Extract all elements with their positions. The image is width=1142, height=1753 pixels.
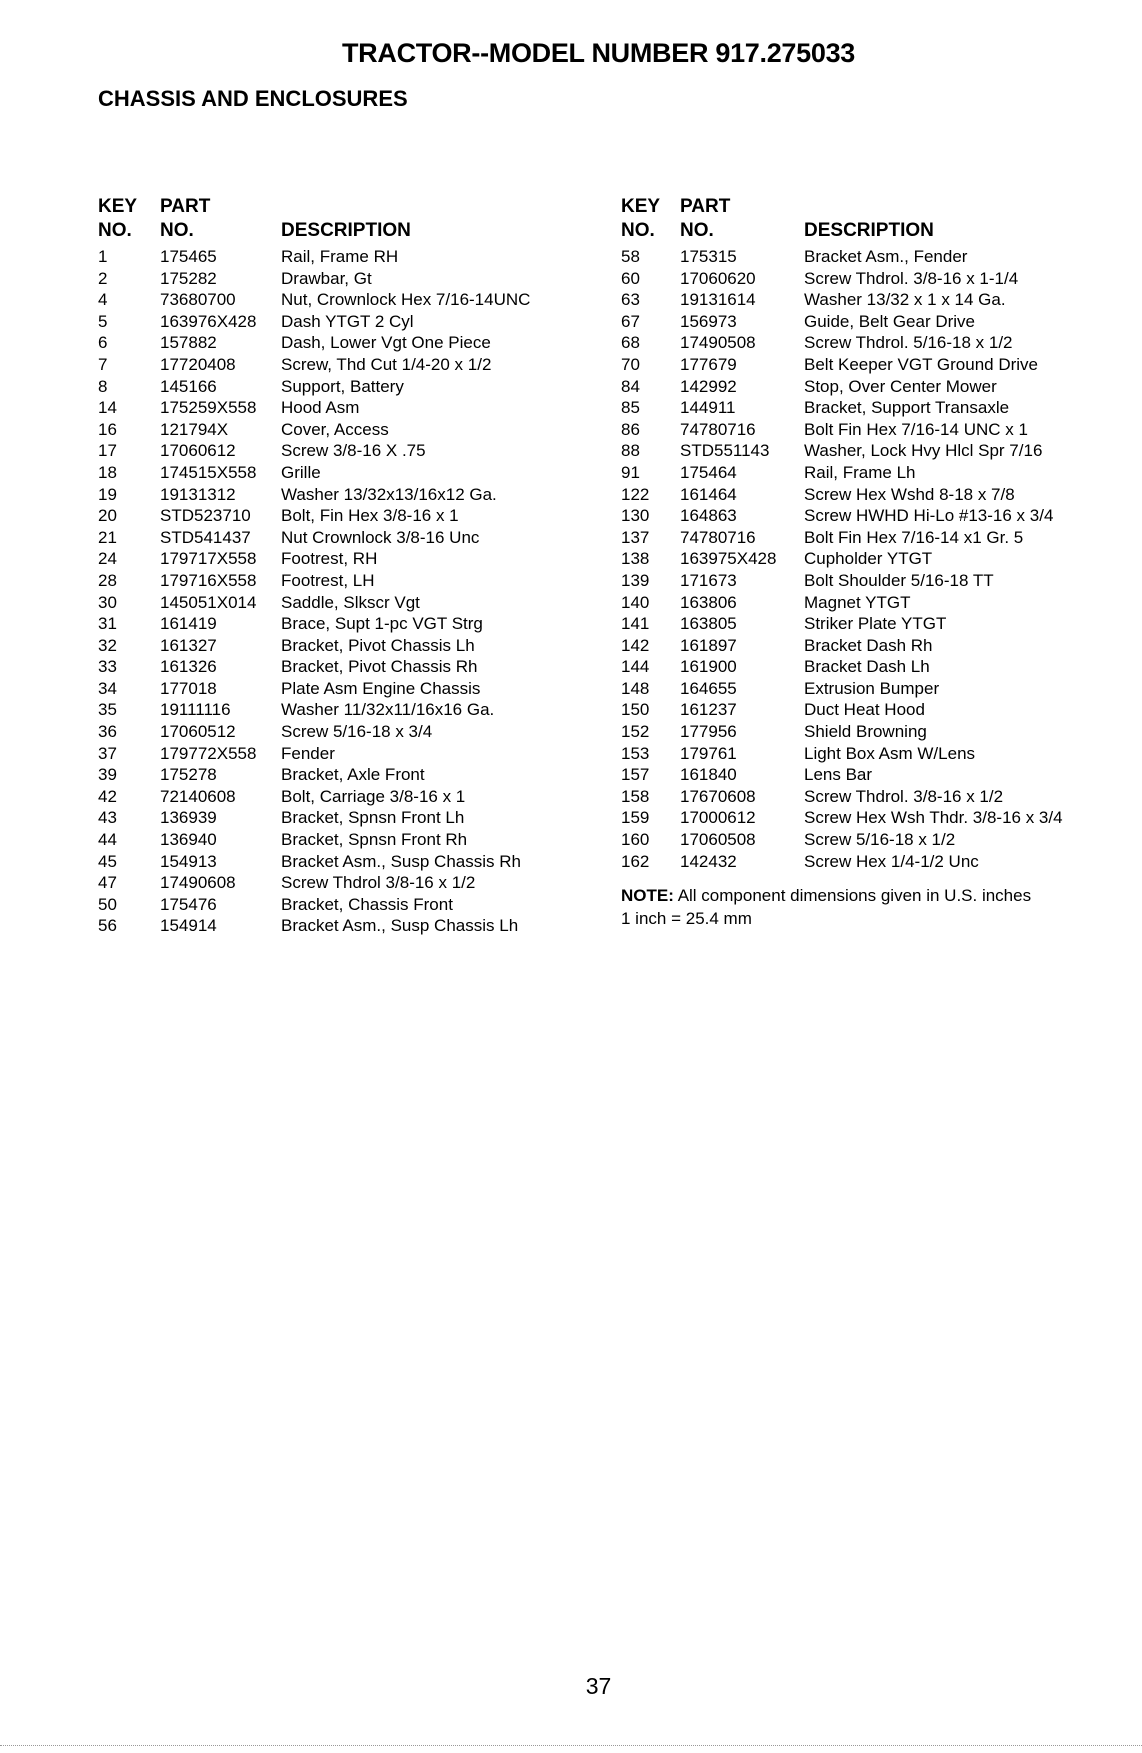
key-number: 24 xyxy=(98,549,117,569)
part-description: Stop, Over Center Mower xyxy=(804,376,997,396)
part-description: Light Box Asm W/Lens xyxy=(804,743,976,763)
part-number: 157882 xyxy=(160,333,217,353)
key-number: 142 xyxy=(621,635,650,655)
table-row xyxy=(98,484,578,506)
table-row xyxy=(621,505,1121,527)
key-number: 7 xyxy=(98,354,108,374)
key-number: 86 xyxy=(621,419,640,439)
part-number: 74780716 xyxy=(680,419,756,439)
key-number: 70 xyxy=(621,354,640,374)
part-description: Footrest, RH xyxy=(281,549,378,569)
part-description: Cupholder YTGT xyxy=(804,549,933,569)
table-row xyxy=(98,311,578,333)
part-number: 164863 xyxy=(680,506,737,526)
key-number: 157 xyxy=(621,765,650,785)
key-number: 32 xyxy=(98,635,117,655)
table-row xyxy=(98,829,578,851)
part-number: 154913 xyxy=(160,851,217,871)
key-number: 43 xyxy=(98,808,117,828)
table-row xyxy=(621,656,1121,678)
part-description: Nut, Crownlock Hex 7/16-14UNC xyxy=(281,290,531,310)
part-number: 17060512 xyxy=(160,722,236,742)
part-number: 161237 xyxy=(680,700,737,720)
part-number: 163805 xyxy=(680,614,737,634)
part-number: 161900 xyxy=(680,657,737,677)
section-title: CHASSIS AND ENCLOSURES xyxy=(98,86,408,111)
part-description: Bracket, Chassis Front xyxy=(281,894,453,914)
table-row xyxy=(98,743,578,765)
part-number: 161897 xyxy=(680,635,737,655)
note-conversion: 1 inch = 25.4 mm xyxy=(621,909,752,929)
key-number: 122 xyxy=(621,484,650,504)
part-description: Bracket, Spnsn Front Lh xyxy=(281,808,465,828)
table-row xyxy=(621,268,1121,290)
part-description: Footrest, LH xyxy=(281,570,375,590)
part-number: 145051X014 xyxy=(160,592,257,612)
part-description: Screw Hex 1/4-1/2 Unc xyxy=(804,851,979,871)
part-number: STD541437 xyxy=(160,527,251,547)
table-row xyxy=(621,743,1121,765)
table-row xyxy=(98,462,578,484)
table-row xyxy=(98,851,578,873)
part-description: Grille xyxy=(281,462,321,482)
table-row xyxy=(98,786,578,808)
table-row xyxy=(98,635,578,657)
table-row xyxy=(98,678,578,700)
part-description: Hood Asm xyxy=(281,398,360,418)
table-header xyxy=(98,196,578,246)
table-row xyxy=(98,807,578,829)
table-row xyxy=(621,548,1121,570)
key-number: 67 xyxy=(621,311,640,331)
table-row xyxy=(621,570,1121,592)
part-number: 142992 xyxy=(680,376,737,396)
part-description: Screw 5/16-18 x 1/2 xyxy=(804,830,956,850)
page-number: 37 xyxy=(585,1673,612,1699)
parts-table-left xyxy=(98,196,578,937)
table-row xyxy=(621,376,1121,398)
table-row xyxy=(621,851,1121,873)
key-number: 5 xyxy=(98,311,108,331)
part-number: 17490508 xyxy=(680,333,756,353)
table-row xyxy=(98,721,578,743)
part-number: 175282 xyxy=(160,268,217,288)
part-description: Belt Keeper VGT Ground Drive xyxy=(804,354,1039,374)
key-number: 4 xyxy=(98,290,108,310)
table-row xyxy=(621,332,1121,354)
part-description: Washer 11/32x11/16x16 Ga. xyxy=(281,700,495,720)
table-row xyxy=(98,376,578,398)
header-key-line2: NO. xyxy=(98,220,132,241)
key-number: 31 xyxy=(98,614,117,634)
part-number: 179772X558 xyxy=(160,743,257,763)
key-number: 88 xyxy=(621,441,640,461)
key-number: 18 xyxy=(98,462,117,482)
part-number: 161840 xyxy=(680,765,737,785)
bottom-edge-rule xyxy=(0,1745,1142,1746)
table-row xyxy=(621,829,1121,851)
header-description: DESCRIPTION xyxy=(281,220,411,241)
table-row xyxy=(98,872,578,894)
header-part-line2: NO. xyxy=(680,220,714,241)
key-number: 34 xyxy=(98,678,117,698)
part-description: Striker Plate YTGT xyxy=(804,614,947,634)
key-number: 2 xyxy=(98,268,108,288)
part-description: Bracket, Axle Front xyxy=(281,765,425,785)
key-number: 28 xyxy=(98,570,117,590)
table-row xyxy=(621,419,1121,441)
key-number: 42 xyxy=(98,786,117,806)
part-number: 72140608 xyxy=(160,786,236,806)
key-number: 140 xyxy=(621,592,650,612)
part-number: 179717X558 xyxy=(160,549,257,569)
part-description: Rail, Frame Lh xyxy=(804,462,916,482)
key-number: 56 xyxy=(98,916,117,936)
part-number: 163975X428 xyxy=(680,549,777,569)
part-number: STD523710 xyxy=(160,506,251,526)
table-row xyxy=(621,592,1121,614)
part-number: 136940 xyxy=(160,830,217,850)
table-row xyxy=(98,915,578,937)
table-row xyxy=(98,894,578,916)
table-row xyxy=(98,764,578,786)
part-number: 154914 xyxy=(160,916,217,936)
key-number: 91 xyxy=(621,462,640,482)
table-row xyxy=(621,397,1121,419)
part-number: 163806 xyxy=(680,592,737,612)
header-part-line1: PART xyxy=(680,196,731,217)
table-row xyxy=(621,527,1121,549)
table-row xyxy=(621,807,1121,829)
dimension-note xyxy=(621,884,1121,930)
table-row xyxy=(621,289,1121,311)
key-number: 148 xyxy=(621,678,650,698)
part-description: Bracket Dash Lh xyxy=(804,657,930,677)
part-description: Fender xyxy=(281,743,335,763)
key-number: 68 xyxy=(621,333,640,353)
part-number: 177679 xyxy=(680,354,737,374)
parts-table-right xyxy=(621,196,1121,930)
key-number: 47 xyxy=(98,873,117,893)
key-number: 37 xyxy=(98,743,117,763)
part-description: Bolt Fin Hex 7/16-14 UNC x 1 xyxy=(804,419,1028,439)
part-description: Screw Thdrol 3/8-16 x 1/2 xyxy=(281,873,476,893)
header-key-line2: NO. xyxy=(621,220,655,241)
key-number: 30 xyxy=(98,592,117,612)
part-description: Bracket, Pivot Chassis Lh xyxy=(281,635,475,655)
part-number: 175464 xyxy=(680,462,737,482)
part-description: Bracket, Spnsn Front Rh xyxy=(281,830,468,850)
table-row xyxy=(98,246,578,268)
header-part-line2: NO. xyxy=(160,220,194,241)
key-number: 8 xyxy=(98,376,108,396)
part-number: 73680700 xyxy=(160,290,236,310)
part-description: Bracket Asm., Susp Chassis Rh xyxy=(281,851,521,871)
header-key-line1: KEY xyxy=(621,196,661,217)
key-number: 17 xyxy=(98,441,117,461)
table-row xyxy=(621,678,1121,700)
page-title: TRACTOR--MODEL NUMBER 917.275033 xyxy=(341,38,856,68)
key-number: 150 xyxy=(621,700,650,720)
table-row xyxy=(98,527,578,549)
part-description: Drawbar, Gt xyxy=(281,268,372,288)
parts-list-left xyxy=(98,246,578,937)
part-description: Bracket, Support Transaxle xyxy=(804,398,1010,418)
key-number: 1 xyxy=(98,247,108,266)
part-number: 17670608 xyxy=(680,786,756,806)
table-row xyxy=(621,440,1121,462)
part-number: 17060620 xyxy=(680,268,756,288)
part-number: 17720408 xyxy=(160,354,236,374)
table-row xyxy=(98,289,578,311)
part-number: 175315 xyxy=(680,247,737,266)
table-row xyxy=(621,764,1121,786)
part-description: Washer 13/32 x 1 x 14 Ga. xyxy=(804,290,1006,310)
part-number: 142432 xyxy=(680,851,737,871)
table-row xyxy=(621,311,1121,333)
key-number: 16 xyxy=(98,419,117,439)
part-description: Screw Thdrol. 3/8-16 x 1-1/4 xyxy=(804,268,1019,288)
part-description: Dash YTGT 2 Cyl xyxy=(281,311,414,331)
part-number: 74780716 xyxy=(680,527,756,547)
part-number: 19131614 xyxy=(680,290,756,310)
part-number: 145166 xyxy=(160,376,217,396)
part-description: Dash, Lower Vgt One Piece xyxy=(281,333,491,353)
key-number: 158 xyxy=(621,786,650,806)
key-number: 21 xyxy=(98,527,117,547)
part-number: 17060612 xyxy=(160,441,236,461)
table-row xyxy=(621,354,1121,376)
part-description: Bolt, Fin Hex 3/8-16 x 1 xyxy=(281,506,459,526)
table-row xyxy=(621,246,1121,268)
part-description: Washer, Lock Hvy Hlcl Spr 7/16 xyxy=(804,441,1043,461)
table-row xyxy=(98,613,578,635)
key-number: 159 xyxy=(621,808,650,828)
table-row xyxy=(98,268,578,290)
key-number: 39 xyxy=(98,765,117,785)
key-number: 6 xyxy=(98,333,108,353)
table-row xyxy=(98,397,578,419)
key-number: 141 xyxy=(621,614,650,634)
part-description: Screw Hex Wshd 8-18 x 7/8 xyxy=(804,484,1015,504)
table-row xyxy=(621,484,1121,506)
part-description: Extrusion Bumper xyxy=(804,678,940,698)
part-number: STD551143 xyxy=(680,441,770,461)
key-number: 58 xyxy=(621,247,640,266)
key-number: 36 xyxy=(98,722,117,742)
key-number: 33 xyxy=(98,657,117,677)
part-number: 19111116 xyxy=(160,700,231,720)
table-row xyxy=(98,419,578,441)
key-number: 44 xyxy=(98,830,117,850)
part-description: Duct Heat Hood xyxy=(804,700,925,720)
part-description: Screw 3/8-16 X .75 xyxy=(281,441,426,461)
key-number: 19 xyxy=(98,484,117,504)
key-number: 85 xyxy=(621,398,640,418)
part-description: Bracket Asm., Susp Chassis Lh xyxy=(281,916,519,936)
part-number: 177956 xyxy=(680,722,737,742)
part-description: Plate Asm Engine Chassis xyxy=(281,678,481,698)
part-description: Cover, Access xyxy=(281,419,389,439)
key-number: 130 xyxy=(621,506,650,526)
table-row xyxy=(621,786,1121,808)
part-description: Bracket Dash Rh xyxy=(804,635,933,655)
part-number: 161419 xyxy=(160,614,217,634)
part-number: 179716X558 xyxy=(160,570,257,590)
key-number: 152 xyxy=(621,722,650,742)
note-text: All component dimensions given in U.S. inches xyxy=(677,886,1032,906)
header-description: DESCRIPTION xyxy=(804,220,934,241)
table-row xyxy=(621,699,1121,721)
part-description: Screw Thdrol. 5/16-18 x 1/2 xyxy=(804,333,1013,353)
table-header xyxy=(621,196,1121,246)
part-description: Shield Browning xyxy=(804,722,927,742)
part-description: Brace, Supt 1-pc VGT Strg xyxy=(281,614,483,634)
part-description: Washer 13/32x13/16x12 Ga. xyxy=(281,484,497,504)
part-number: 175259X558 xyxy=(160,398,257,418)
part-description: Support, Battery xyxy=(281,376,404,396)
part-description: Screw Hex Wsh Thdr. 3/8-16 x 3/4 xyxy=(804,808,1063,828)
table-row xyxy=(98,548,578,570)
part-description: Rail, Frame RH xyxy=(281,247,399,266)
table-row xyxy=(621,721,1121,743)
part-description: Screw 5/16-18 x 3/4 xyxy=(281,722,433,742)
parts-list-right xyxy=(621,246,1121,872)
part-number: 121794X xyxy=(160,419,229,439)
key-number: 50 xyxy=(98,894,117,914)
table-row xyxy=(98,332,578,354)
part-description: Bolt, Carriage 3/8-16 x 1 xyxy=(281,786,466,806)
part-description: Screw, Thd Cut 1/4-20 x 1/2 xyxy=(281,354,492,374)
part-number: 161464 xyxy=(680,484,737,504)
part-number: 17490608 xyxy=(160,873,236,893)
table-row xyxy=(98,592,578,614)
table-row xyxy=(98,440,578,462)
key-number: 160 xyxy=(621,830,650,850)
key-number: 137 xyxy=(621,527,650,547)
part-number: 164655 xyxy=(680,678,737,698)
part-description: Bracket Asm., Fender xyxy=(804,247,968,266)
note-label: NOTE: xyxy=(621,886,674,906)
table-row xyxy=(98,656,578,678)
key-number: 153 xyxy=(621,743,650,763)
table-row xyxy=(621,635,1121,657)
part-number: 136939 xyxy=(160,808,217,828)
part-number: 177018 xyxy=(160,678,217,698)
part-description: Bolt Shoulder 5/16-18 TT xyxy=(804,570,994,590)
part-number: 171673 xyxy=(680,570,737,590)
part-description: Magnet YTGT xyxy=(804,592,911,612)
part-number: 156973 xyxy=(680,311,737,331)
table-row xyxy=(98,570,578,592)
part-description: Bolt Fin Hex 7/16-14 x1 Gr. 5 xyxy=(804,527,1024,547)
key-number: 84 xyxy=(621,376,640,396)
part-number: 175465 xyxy=(160,247,217,266)
key-number: 63 xyxy=(621,290,640,310)
part-description: Screw Thdrol. 3/8-16 x 1/2 xyxy=(804,786,1004,806)
part-description: Bracket, Pivot Chassis Rh xyxy=(281,657,478,677)
key-number: 60 xyxy=(621,268,640,288)
key-number: 162 xyxy=(621,851,650,871)
table-row xyxy=(621,462,1121,484)
part-number: 174515X558 xyxy=(160,462,257,482)
part-description: Nut Crownlock 3/8-16 Unc xyxy=(281,527,480,547)
key-number: 144 xyxy=(621,657,650,677)
part-number: 179761 xyxy=(680,743,737,763)
key-number: 138 xyxy=(621,549,650,569)
part-number: 17060508 xyxy=(680,830,756,850)
part-description: Saddle, Slkscr Vgt xyxy=(281,592,420,612)
key-number: 139 xyxy=(621,570,650,590)
table-row xyxy=(621,613,1121,635)
key-number: 20 xyxy=(98,506,117,526)
table-row xyxy=(98,505,578,527)
key-number: 45 xyxy=(98,851,117,871)
part-number: 161326 xyxy=(160,657,217,677)
key-number: 14 xyxy=(98,398,117,418)
part-description: Guide, Belt Gear Drive xyxy=(804,311,976,331)
table-row xyxy=(98,354,578,376)
part-description: Lens Bar xyxy=(804,765,873,785)
header-key-line1: KEY xyxy=(98,196,138,217)
table-row xyxy=(98,699,578,721)
part-description: Screw HWHD Hi-Lo #13-16 x 3/4 xyxy=(804,506,1054,526)
part-number: 19131312 xyxy=(160,484,236,504)
part-number: 163976X428 xyxy=(160,311,257,331)
part-number: 161327 xyxy=(160,635,217,655)
part-number: 144911 xyxy=(680,398,736,418)
part-number: 17000612 xyxy=(680,808,756,828)
header-part-line1: PART xyxy=(160,196,211,217)
key-number: 35 xyxy=(98,700,117,720)
part-number: 175476 xyxy=(160,894,217,914)
part-number: 175278 xyxy=(160,765,217,785)
